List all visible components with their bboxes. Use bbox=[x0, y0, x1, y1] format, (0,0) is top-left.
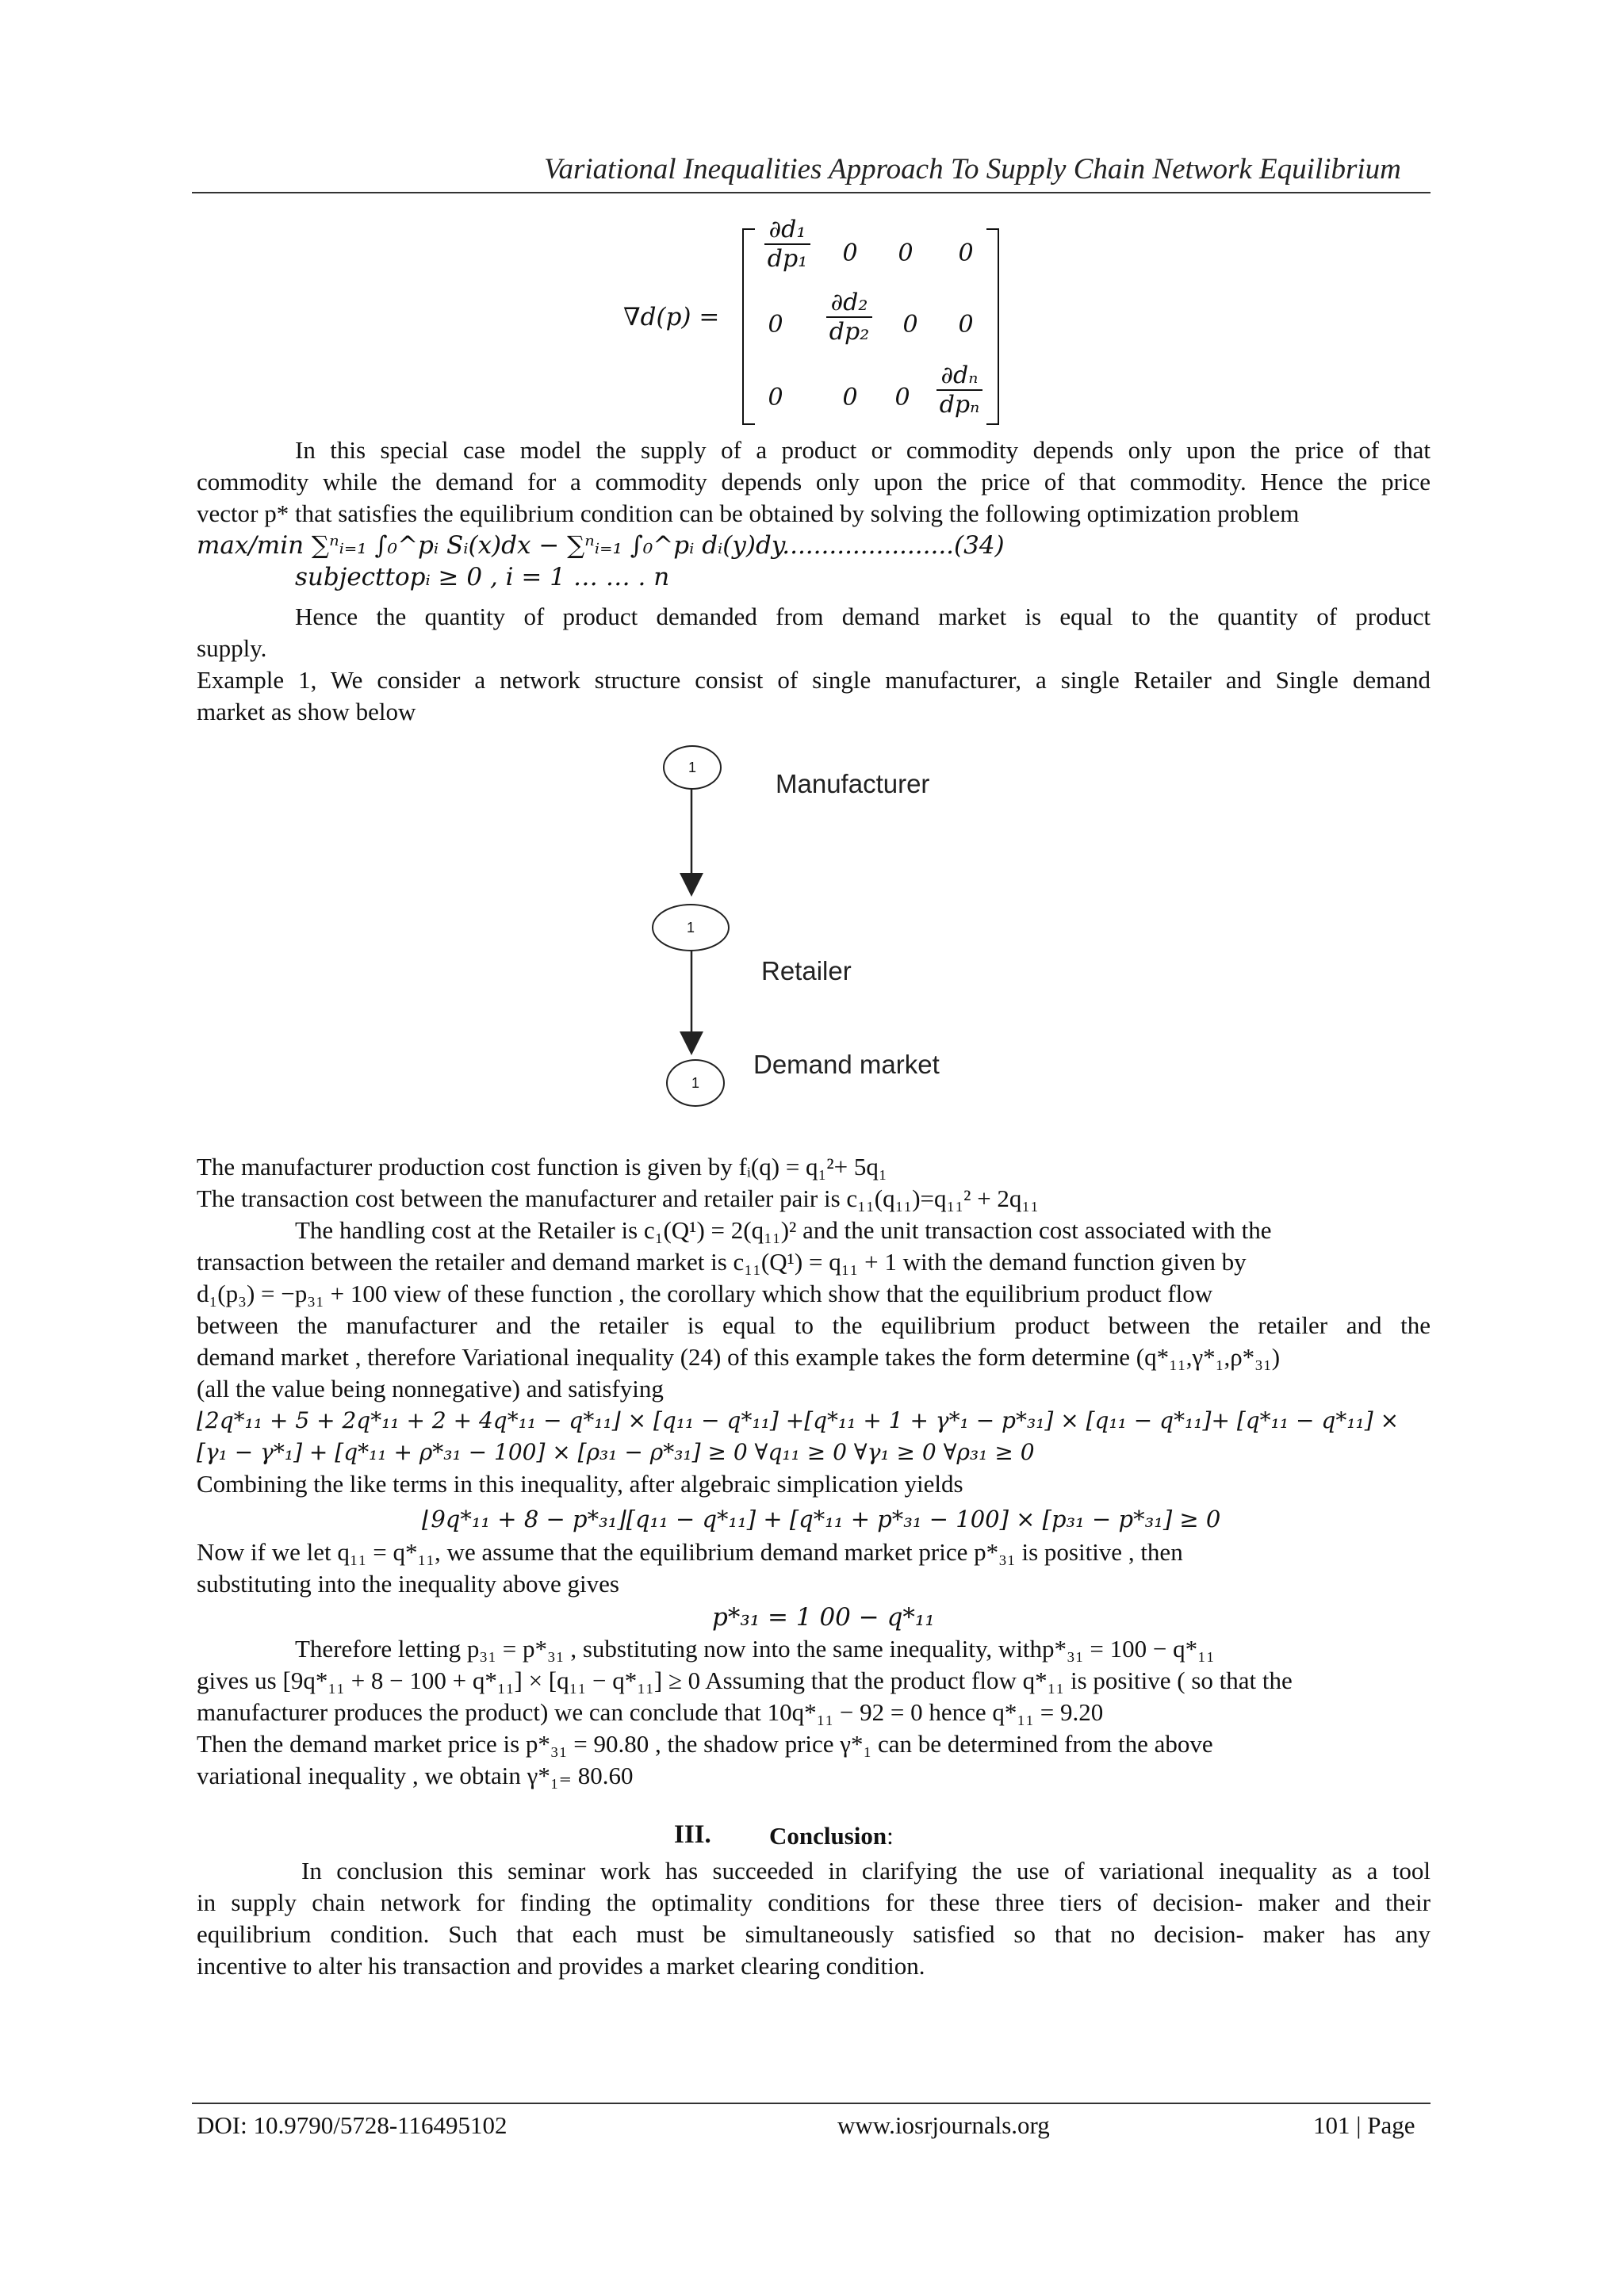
demand-market-label: Demand market bbox=[753, 1050, 940, 1079]
body2-line20: variational inequality , we obtain γ*₁₌ 80.60 bbox=[197, 1762, 634, 1789]
footer-doi: DOI: 10.9790/5728-116495102 bbox=[197, 2111, 508, 2139]
matrix-cell-3-2: 0 bbox=[842, 384, 858, 411]
inequality-line1: ⌊2q*₁₁ + 5 + 2q*₁₁ + 2 + 4q*₁₁ − q*₁₁⌋ × [q₁₁ − q*₁₁] +[q*₁₁ + 1 + γ*₁ − p*₃₁] × [q₁₁ − q*₁₁]+ [q*₁₁ − q*₁₁] × bbox=[197, 1407, 1400, 1433]
section-title: Conclusion bbox=[769, 1822, 887, 1850]
price-equation: p*₃₁ = 1 00 − q*₁₁ bbox=[712, 1603, 935, 1632]
section-heading bbox=[769, 1822, 894, 1850]
body2-line13: Now if we let q₁₁ = q*₁₁, we assume that the equilibrium demand market price p*₃₁ is positive , then bbox=[197, 1538, 1183, 1566]
para2-line1: Hence the quantity of product demanded from demand market is equal to the quantity of product bbox=[295, 603, 1431, 630]
example-line1: Example 1, We consider a network structure consist of single manufacturer, a single Retailer and Single demand bbox=[197, 666, 1431, 694]
body2-line18: manufacturer produces the product) we can conclude that 10q*₁₁ − 92 = 0 hence q*₁₁ = 9.20 bbox=[197, 1698, 1104, 1726]
matrix-lhs: ∇d(p) = bbox=[623, 303, 720, 331]
matrix-cell-2-2: $\frac{\text{∂d₂}}{\text{dp₂}}$ bbox=[814, 289, 885, 346]
inequality-line2: [γ₁ − γ*₁] + [q*₁₁ + ρ*₃₁ − 100] × [ρ₃₁ − ρ*₃₁] ≥ 0 ∀q₁₁ ≥ 0 ∀γ₁ ≥ 0 ∀ρ₃₁ ≥ 0 bbox=[197, 1439, 1035, 1465]
retailer-label: Retailer bbox=[761, 956, 852, 985]
conclusion-line2: in supply chain network for finding the optimality conditions for these three tiers of decision- maker and their bbox=[197, 1888, 1431, 1916]
constraint-line: subjecttopᵢ ≥ 0 , i = 1 … … . n bbox=[295, 563, 670, 591]
body2-line19: Then the demand market price is p*₃₁ = 90.80 , the shadow price γ*₁ can be determined from the above bbox=[197, 1730, 1213, 1758]
body2-line3: The handling cost at the Retailer is c₁(Q¹) = 2(q₁₁)² and the unit transaction cost associated with the bbox=[295, 1216, 1272, 1244]
body2-line1: The manufacturer production cost function is given by fᵢ(q) = q₁²+ 5q₁ bbox=[197, 1153, 887, 1181]
para2-line2: supply. bbox=[197, 634, 267, 662]
conclusion-line1: In conclusion this seminar work has succeeded in clarifying the use of variational inequality as a tool bbox=[301, 1857, 1431, 1885]
body2-line4: transaction between the retailer and demand market is c₁₁(Q¹) = q₁₁ + 1 with the demand function given by bbox=[197, 1248, 1247, 1276]
equation-34: max/min ∑ⁿᵢ₌₁ ∫₀^pᵢ Sᵢ(x)dx − ∑ⁿᵢ₌₁ ∫₀^pᵢ dᵢ(y)dy......................(34) bbox=[197, 531, 1005, 560]
conclusion-line4: incentive to alter his transaction and provides a market clearing condition. bbox=[197, 1952, 925, 1980]
matrix-cell-1-3: 0 bbox=[898, 239, 914, 267]
body2-line16: Therefore letting p₃₁ = p*₃₁ , substituting now into the same inequality, withp*₃₁ = 100 − q*₁₁ bbox=[295, 1635, 1215, 1663]
retailer-node: 1 bbox=[652, 904, 730, 951]
para1-line2: commodity while the demand for a commodity depends only upon the price of that commodity. Hence the price bbox=[197, 468, 1431, 496]
simplified-inequality: ⌊9q*₁₁ + 8 − p*₃₁⌋[q₁₁ − q*₁₁] + [q*₁₁ + p*₃₁ − 100] × [p₃₁ − p*₃₁] ≥ 0 bbox=[422, 1506, 1221, 1533]
matrix-cell-3-3: 0 bbox=[894, 384, 910, 411]
body2-line5: d₁(p₃) = −p₃₁ + 100 view of these function , the corollary which show that the equilibrium product flow bbox=[197, 1280, 1213, 1307]
body2-line2: The transaction cost between the manufacturer and retailer pair is c₁₁(q₁₁)=q₁₁² + 2q₁₁ bbox=[197, 1184, 1040, 1212]
para1-line1: In this special case model the supply of a product or commodity depends only upon the price of that bbox=[295, 436, 1431, 464]
footer-divider bbox=[192, 2103, 1431, 2104]
matrix-cell-2-1: 0 bbox=[768, 311, 783, 339]
matrix-cell-1-2: 0 bbox=[842, 239, 858, 267]
body2-line7: demand market , therefore Variational inequality (24) of this example takes the form determine (q*₁₁,γ*₁,ρ*₃₁) bbox=[197, 1343, 1281, 1371]
conclusion-line3: equilibrium condition. Such that each must be simultaneously satisfied so that no decision- maker has any bbox=[197, 1920, 1431, 1948]
body2-line8: (all the value being nonnegative) and satisfying bbox=[197, 1375, 664, 1402]
body2-line6: between the manufacturer and the retailer is equal to the equilibrium product between the retailer and the bbox=[197, 1311, 1431, 1339]
footer-page-number: 101 | Page bbox=[1313, 2111, 1415, 2139]
running-header-title: Variational Inequalities Approach To Supply Chain Network Equilibrium bbox=[544, 153, 1401, 186]
matrix-cell-2-4: 0 bbox=[958, 311, 974, 339]
matrix-cell-2-3: 0 bbox=[902, 311, 918, 339]
matrix-cell-3-4: $\frac{\text{∂dₙ}}{\text{dpₙ}}$ bbox=[928, 362, 991, 419]
body2-line11: Combining the like terms in this inequality, after algebraic simplication yields bbox=[197, 1470, 963, 1498]
section-colon: : bbox=[887, 1822, 894, 1850]
body2-line17: gives us [9q*₁₁ + 8 − 100 + q*₁₁] × [q₁₁ − q*₁₁] ≥ 0 Assuming that the product flow q*₁₁ is positive ( so that the bbox=[197, 1667, 1293, 1694]
matrix-cell-1-1: $\frac{\text{∂d₁}}{\text{dp₁}}$ bbox=[752, 216, 823, 273]
matrix-cell-1-4: 0 bbox=[958, 239, 974, 267]
header-divider bbox=[192, 192, 1431, 193]
para1-line3: vector p* that satisfies the equilibrium condition can be obtained by solving the following optimization problem bbox=[197, 499, 1300, 527]
demand-market-node: 1 bbox=[666, 1059, 725, 1107]
body2-line14: substituting into the inequality above gives bbox=[197, 1570, 619, 1598]
matrix-cell-3-1: 0 bbox=[768, 384, 783, 411]
manufacturer-label: Manufacturer bbox=[776, 769, 930, 798]
manufacturer-node: 1 bbox=[663, 745, 722, 790]
section-number: III. bbox=[674, 1820, 711, 1849]
footer-website-link[interactable]: www.iosrjournals.org bbox=[837, 2111, 1050, 2139]
example-line2: market as show below bbox=[197, 698, 416, 725]
